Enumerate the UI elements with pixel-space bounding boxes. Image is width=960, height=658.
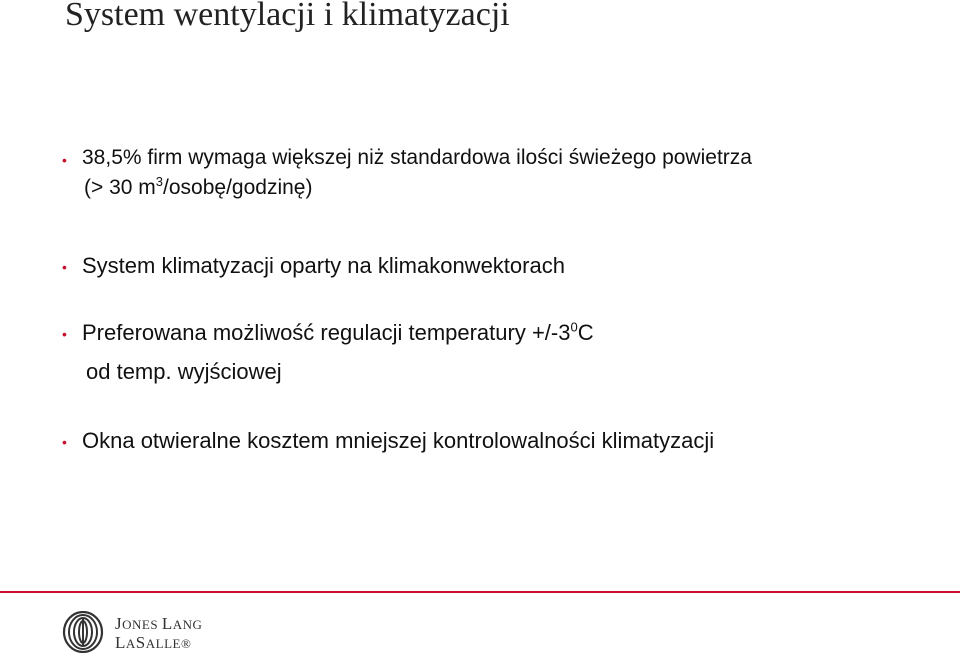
slide-title: System wentylacji i klimatyzacji	[65, 0, 510, 33]
footer-divider	[0, 591, 960, 593]
bullet-text: Okna otwieralne kosztem mniejszej kontrolowalności klimatyzacji	[82, 428, 715, 453]
logo-text-line1: JONES LANG	[115, 614, 203, 633]
logo-text-line2: LASALLE®	[115, 633, 192, 652]
bullet-text: 38,5% firm wymaga większej niż standardowa ilości świeżego powietrza	[82, 146, 752, 169]
bullet-dot-icon: •	[62, 326, 67, 342]
superscript: 0	[570, 319, 578, 335]
superscript: 3	[155, 174, 164, 189]
bullet-dot-icon: •	[62, 434, 67, 450]
bullet-text-continuation: (> 30 $m^3/osobę/godzinę$)	[84, 174, 313, 199]
bullet-dot-icon: •	[62, 259, 67, 275]
bullet-text-continuation: od temp. wyjściowej	[86, 359, 282, 384]
bullet-dot-icon: •	[62, 152, 67, 168]
company-logo	[62, 609, 212, 653]
bullet-text: Preferowana możliwość regulacji temperatury $+/-3^0C$	[82, 319, 594, 345]
logo-emblem-icon	[62, 611, 104, 653]
bullet-text: System klimatyzacji oparty na klimakonwektorach	[82, 253, 565, 278]
